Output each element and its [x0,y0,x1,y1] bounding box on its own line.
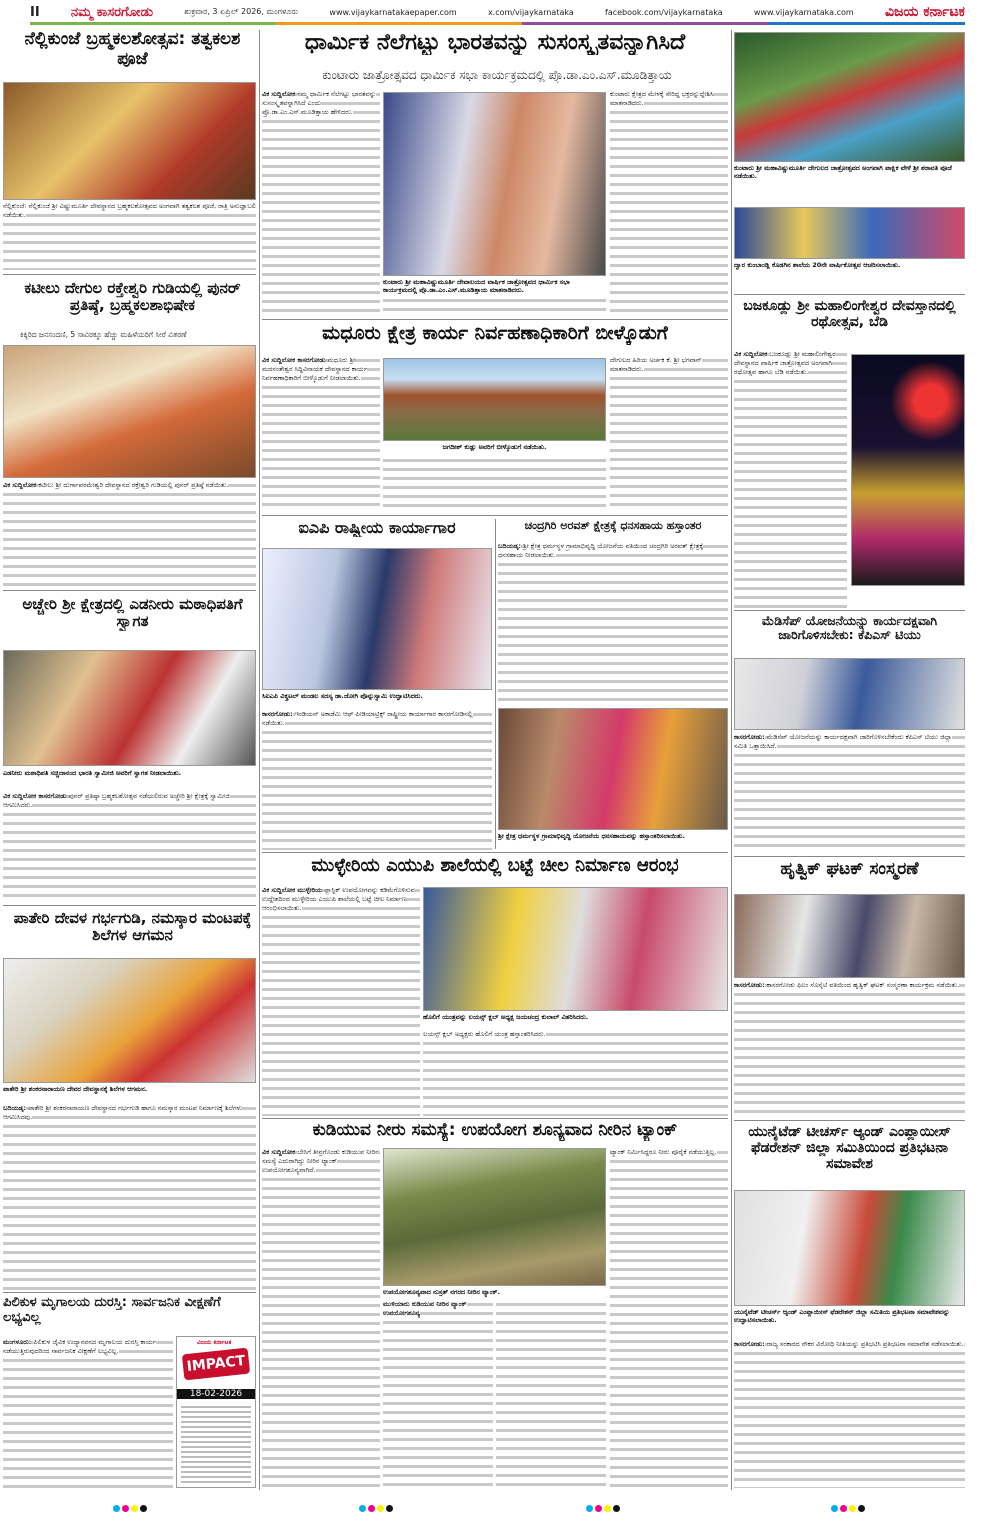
headline: ಕಟೀಲು ದೇಗುಲ ರಕ್ತೇಶ್ವರಿ ಗುಡಿಯಲ್ಲಿ ಪುನರ್ ಪ್ರತಿಷ್ಠೆ, ಬ್ರಹ್ಮಕಲಶಾಭಿಷೇಕ [24,280,241,315]
article-body [383,456,606,512]
photo-caption: ಹೊಲಿಗೆ ಯಂತ್ರವನ್ನು ಲಯನ್ಸ್ ಕ್ಲಬ್ ಅಧ್ಯಕ್ಷ ಜಯಚಂದ್ರ ಕುಲಾಲ್ ವಿತರಿಸಿದರು. [423,1013,589,1021]
photo-swagata [3,650,256,766]
lead-subheadline: ಕುಂಟಾರು ಜಾತ್ರೋತ್ಸವದ ಧಾರ್ಮಿಕ ಸಭಾ ಕಾರ್ಯಕ್ರಮದಲ್ಲಿ ಪ್ರೊ.ಡಾ.ಎಂ.ಎಸ್.ಮೂಡಿತ್ತಾಯ [322,68,672,82]
headline: ಮಧೂರು ಕ್ಷೇತ್ರ ಕಾರ್ಯ ನಿರ್ವಹಣಾಧಿಕಾರಿಗೆ ಬೀಳ್ಕೊಡುಗೆ [322,323,668,344]
photo-water-tank [383,1148,606,1286]
headline: ಹೃತ್ವಿಕ್ ಘಟಕ್ ಸಂಸ್ಮರಣೆ [780,860,919,879]
photo-film-society [734,894,965,978]
color-bar-purple [522,22,768,25]
page-number: II [30,4,40,20]
article-body: ಕಾಸರಗೋಡು: ಇಂಡಿಯನ್ ಅಕಾಡೆಮಿ ಆಫ್ ಪೀಡಿಯಾಟ್ರಿಕ್ಸ್ ರಾಷ್ಟ್ರೀಯ ಕಾರ್ಯಾಗಾರ ಕಾಸರಗೋಡಿನಲ್ಲಿ ನಡೆಯಿತು. [262,710,492,850]
x-link[interactable]: x.com/vijaykarnataka [487,7,574,17]
photo-caption: ಜಗದೀಶ್ ಕುಡ್ಲು ಅವರಿಗೆ ಬೀಳ್ಕೊಡುಗೆ ನಡೆಯಿತು. [442,443,547,451]
headline: ಯುನೈಟೆಡ್ ಟೀಚರ್ಸ್ ಆ್ಯಂಡ್ ಎಂಪ್ಲಾಯೀಸ್ ಫೆಡರೇಶನ್ ಜಿಲ್ಲಾ ಸಮಿತಿಯಿಂದ ಪ್ರತಿಭಟನಾ ಸಮಾವೇಶ [748,1124,951,1173]
column-divider [731,30,732,1490]
registration-marks [830,1497,866,1516]
photo-caption: ಕುಂಟಾರು ಶ್ರೀ ಮಹಾವಿಷ್ಣುಮೂರ್ತಿ ದೇಗುಲದ ಜಾತ್ರೋತ್ಸವದ ಅಂಗವಾಗಿ ಪಾಕ್ಷಿಕ ವೇಳೆ ಶ್ರೀ ಶರಾವತಿ ಪೂಜೆ ನಡೆಯಿತು. [734,164,952,181]
photo-caption: ಎಡನೀರು ಮಠಾಧಿಪತಿ ಸಚ್ಚಿದಾನಂದ ಭಾರತಿ ಸ್ವಾಮೀಜಿ ಅವರಿಗೆ ಸ್ವಾಗತ ನೀಡಲಾಯಿತು. [3,769,182,777]
section-title: ನಮ್ಮ ಕಾಸರಗೋಡು [70,4,154,20]
divider [3,590,256,591]
website-link[interactable]: www.vijaykarnataka.com [753,7,854,17]
photo-shile [3,958,256,1083]
divider [262,319,728,320]
headline: ಪಾತೇರಿ ದೇವಳ ಗರ್ಭಗುಡಿ, ನಮಸ್ಕಾರ ಮಂಟಪಕ್ಕೆ ಶಿಲೆಗಳ ಆಗಮನ [13,910,252,945]
photo-lions-club [423,887,728,1011]
article-body: ವಿಕ ಸುದ್ದಿಲೋಕ ನಮ್ಮ ಧಾರ್ಮಿಕ ನೆಲೆಗಟ್ಟು ಭಾರತವನ್ನು ಸುಸಂಸ್ಕೃತವನ್ನಾಗಿಸಿದೆ ಎಂದು ಪ್ರೊ.ಡಾ.ಎಂ.ಎಸ್.ಮೂಡಿತ್ತಾಯ ಹೇಳಿದರು. [262,90,380,315]
registration-marks [112,1497,148,1516]
divider [3,274,256,275]
headline: ಮೆಡಿಸೆಪ್ ಯೋಜನೆಯನ್ನು ಕಾರ್ಯದಕ್ಷವಾಗಿ ಜಾರಿಗೊಳಿಸಬೇಕು: ಕೆಪಿಎಸ್ ಟಿಯು [761,614,938,643]
article-body: ಮುಳಿಯಾರು ಕುಡಿಯುವ ನೀರಿನ ಟ್ಯಾಂಕ್ ಉಪಯೋಗಶೂನ್ಯ [383,1300,493,1488]
headline: ಬಜಕೂಡ್ಲು ಶ್ರೀ ಮಹಾಲಿಂಗೇಶ್ವರ ದೇವಸ್ತಾನದಲ್ಲಿ ರಥೋತ್ಸವ, ಬೆಡಿ [743,298,956,331]
article-body: ಬದಿಯಡ್ಕ: ಶ್ರೀ ಕ್ಷೇತ್ರ ಧರ್ಮಸ್ಥಳ ಗ್ರಾಮಾಭಿವೃದ್ಧಿ ಯೋಜನೆಯ ವತಿಯಿಂದ ಚಂದ್ರಗಿರಿ ಅರವತ್ ಕ್ಷೇತ್ರಕ್ಕೆ ಧನಸಹಾಯ ನೀಡಲಾಯಿತು. [498,542,728,704]
article-body [383,296,606,316]
divider [262,515,728,516]
article-body: ವಿಕ ಸುದ್ದಿಲೋಕ ಮುಳ್ಳೇರಿಯ ಪ್ಲಾಸ್ಟಿಕ್ ಉಪಯೋಗವನ್ನು ಕಡಿಮೆಗೊಳಿಸುವ ಉದ್ದೇಶದಿಂದ ಮುಳ್ಳೇರಿಯ ಎಯುಪಿ ಶಾಲೆಯಲ್ಲಿ ಬಟ್ಟೆ ಚೀಲ ನಿರ್ಮಾಣ ಆರಂಭಿಸಲಾಯಿತು. [262,886,420,1116]
photo-school-anniversary [734,207,965,259]
facebook-link[interactable]: facebook.com/vijaykarnataka [605,7,723,17]
article-body: ಟ್ಯಾಂಕ್ ನಿರ್ಮಿಸಿದ್ದರೂ ನೀರು ಪೂರೈಕೆ ನಡೆಯುತ್ತಿಲ್ಲ. [610,1148,728,1488]
edition-date: ಶುಕ್ರವಾರ, 3 ಏಪ್ರಿಲ್ 2026, ಮಂಗಳೂರು [184,7,299,16]
divider [734,294,965,295]
article-body [496,1300,606,1488]
article-body: ಕಾಸರಗೋಡು: ರಾಜ್ಯ ಸರಕಾರದ ನೌಕರ ವಿರೋಧಿ ನೀತಿಯನ್ನು ಪ್ರತಿಭಟಿಸಿ ಪ್ರತಿಭಟನಾ ಸಮಾವೇಶ ನಡೆಸಲಾಯಿತು. [734,1340,965,1488]
impact-brand: ವಿಜಯ ಕರ್ನಾಟಕ [197,1339,232,1346]
photo-puja [3,82,256,200]
masthead-logo: ವಿಜಯ ಕರ್ನಾಟಕ [884,4,965,20]
photo-caption: ಪಾತೇರಿ ಶ್ರೀ ಶಂಕರನಾರಾಯಣ ದೇವರ ದೇವಸ್ಥಾನಕ್ಕೆ ಶಿಲೆಗಳ ಆಗಮನ. [3,1085,148,1093]
photo-protest-meeting [734,1190,965,1306]
photo-iap-lamp [262,548,492,690]
divider [734,856,965,857]
headline: ಚಂದ್ರಗಿರಿ ಅರವತ್ ಕ್ಷೇತ್ರಕ್ಕೆ ಧನಸಹಾಯ ಹಸ್ತಾಂತರ [524,520,702,532]
color-bar-blue [768,22,965,25]
color-bar-orange [276,22,522,25]
headline: ಪಿಲಿಕುಳ ಮೃಗಾಲಯ ದುರಸ್ತಿ: ಸಾರ್ವಜನಿಕ ವೀಕ್ಷಣೆಗೆ ಲಭ್ಯವಿಲ್ಲ [3,1296,221,1325]
article-body: ಕುಂಟಾರು ಕ್ಷೇತ್ರದ ಮೇಳಕ್ಕೆ ಸೇರಿದ್ದ ಭಕ್ತರನ್ನುದ್ದೇಶಿಸಿ ಮಾತನಾಡಿದರು. [610,90,728,315]
article-body: ವಿಕ ಸುದ್ದಿಲೋಕ ಬೇಸಿಗೆ ತೀವ್ರಗೊಂಡು ಕುಡಿಯುವ ನೀರಿನ ಸಮಸ್ಯೆ ಎದುರಾಗಿದ್ದು ನೀರಿನ ಟ್ಯಾಂಕ್ ಉಪಯೋಗಶೂನ್ಯವಾಗಿದೆ. [262,1148,380,1488]
photo-kateel [3,345,256,478]
divider [3,905,256,906]
divider [734,610,965,611]
article-body: ಕಾಸರಗೋಡು: ಮೆಡಿಸೆಪ್ ಯೋಜನೆಯನ್ನು ಕಾರ್ಯದಕ್ಷವಾಗಿ ಜಾರಿಗೊಳಿಸಬೇಕೆಂದು ಕೆಪಿಎಸ್ ಟಿಯು ಜಿಲ್ಲಾ ಸಮಿತಿ ಒತ್ತಾಯಿಸಿದೆ. [734,733,965,853]
photo-caption: ಉಪಯೋಗಶೂನ್ಯವಾದ ನುಸ್ರತ್ ನಗರದ ನೀರಿನ ಟ್ಯಾಂಕ್. [383,1288,500,1296]
article-body: ವಿಕ ಸುದ್ದಿಲೋಕ ಕಾಸರಗೋಡು ಪುನರ್ ಪ್ರತಿಷ್ಠಾ ಬ್ರಹ್ಮಕಲಶೋತ್ಸವ ನಡೆಯಲಿರುವ ಅಚ್ಚೇರಿ ಶ್ರೀ ಕ್ಷೇತ್ರಕ್ಕೆ ಸ್ವಾಮೀಜಿ ಆಗಮಿಸಿದರು. [3,792,256,902]
article-body: ಬದಿಯಡ್ಕ: ಪಾತೇರಿ ಶ್ರೀ ಶಂಕರನಾರಾಯಣ ದೇವಸ್ಥಾನದ ಗರ್ಭಗುಡಿ ಹಾಗೂ ನಮಸ್ಕಾರ ಮಂಟಪ ನಿರ್ಮಾಣಕ್ಕೆ ಶಿಲೆಗಳು ಆಗಮಿಸಿದವು. [3,1104,256,1290]
subheadline: ಕಿಕ್ಕಿರಿದ ಜನಸಂದಣಿ, 5 ಸಾವಿರಕ್ಕೂ ಹೆಚ್ಚು ಮಹಿಳೆಯರಿಗೆ ಸೀರೆ ವಿತರಣೆ [20,330,187,339]
column-divider [259,30,260,1490]
headline: ಕುಡಿಯುವ ನೀರು ಸಮಸ್ಯೆ: ಉಪಯೋಗ ಶೂನ್ಯವಾದ ನೀರಿನ ಟ್ಯಾಂಕ್ [312,1121,678,1140]
divider [495,519,496,849]
divider [262,1118,728,1119]
photo-caption: ಯುನೈಟೆಡ್ ಟೀಚರ್ಸ್ ಆ್ಯಂಡ್ ಎಂಪ್ಲಾಯೀಸ್ ಫೆಡರೇಶನ್ ಜಿಲ್ಲಾ ಸಮಿತಿಯ ಪ್ರತಿಭಟನಾ ಸಮಾವೇಶವನ್ನು ಉದ್ಘಾಟಿಸಲಾಯಿತು. [734,1308,950,1325]
divider [262,852,728,853]
article-body: ವಿಕ ಸುದ್ದಿಲೋಕ ಕಾಸರಗೋಡು ಮಧೂರು ಶ್ರೀ ಮದನಂತೇಶ್ವರ ಸಿದ್ಧಿವಿನಾಯಕ ದೇವಸ್ಥಾನದ ಕಾರ್ಯ ನಿರ್ವಹಣಾಧಿಕಾರಿಗೆ ಬೀಳ್ಕೊಡುಗೆ ನೀಡಲಾಯಿತು. [262,356,380,512]
article-body: ನೆಲ್ಲಿಕುಂಜೆ: ನೆಲ್ಲಿಕುಂಜೆ ಶ್ರೀ ವಿಷ್ಣುಮೂರ್ತಿ ದೇವಸ್ಥಾನದ ಬ್ರಹ್ಮಕಲಶೋತ್ಸವದ ಅಂಗವಾಗಿ ತತ್ವಕಲಶ ಪೂಜೆ, ರಾತ್ರಿ ಅನುಜ್ಞಾಬಲಿ ನಡೆಯಿತು. [3,202,256,270]
article-body: ಲಯನ್ಸ್ ಕ್ಲಬ್ ಅಧ್ಯಕ್ಷರು ಹೊಲಿಗೆ ಯಂತ್ರ ಹಸ್ತಾಂತರಿಸಿದರು. [423,1030,728,1116]
headline: ನೆಲ್ಲಿಕುಂಜೆ ಬ್ರಹ್ಮಕಲಶೋತ್ಸವ: ತತ್ವಕಲಶ ಪೂಜೆ [24,30,241,69]
article-body: ವಿಕ ಸುದ್ದಿಲೋಕ ಬಜಕೂಡ್ಲು ಶ್ರೀ ಮಹಾಲಿಂಗೇಶ್ವರ ದೇವಸ್ಥಾನದ ವಾರ್ಷಿಕ ಜಾತ್ರೋತ್ಸವದ ಅಂಗವಾಗಿ ರಥೋತ್ಸವ ಹಾಗೂ ಬೆಡಿ ನಡೆಯಿತು. [734,350,847,608]
color-bar-green [30,22,276,25]
article-body: ಮಂಗಳೂರು: ಪಿಲಿಕುಳ ಜೈವಿಕ ಉದ್ಯಾನವನದ ಮೃಗಾಲಯ ದುರಸ್ತಿ ಕಾರ್ಯ ನಡೆಯುತ್ತಿರುವುದರಿಂದ ಸಾರ್ವಜನಿಕ ವೀಕ್ಷಣೆಗೆ ಲಭ್ಯವಿಲ್ಲ. [3,1338,173,1488]
photo-kuntaru-stage [383,92,606,276]
impact-badge: IMPACT [182,1348,250,1381]
photo-caption: ಸಿಐಎಪಿ ವಿಕ್ಕ್ರಟಲ್ ಮಂಡಲ ಸದಸ್ಯ ಡಾ.ಜೋಗಿ ಪೊನ್ನುಸ್ವಾಮಿ ಉದ್ಘಾಟಿಸಿದರು. [262,692,423,700]
divider [3,1292,256,1293]
impact-date: 18-02-2026 [177,1389,255,1399]
registration-marks [585,1497,621,1516]
photo-kpstu-meeting [734,658,965,730]
epaper-link[interactable]: www.vijaykarnatakaepaper.com [329,7,457,17]
impact-box [176,1336,256,1488]
photo-kuntaru-theyyam [734,32,965,162]
lead-headline: ಧಾರ್ಮಿಕ ನೆಲೆಗಟ್ಟು ಭಾರತವನ್ನು ಸುಸಂಸ್ಕೃತವನ್ನಾಗಿಸಿದೆ [304,30,686,55]
article-body: ವಿಕ ಸುದ್ದಿಲೋಕ ಕಟೀಲು ಶ್ರೀ ದುರ್ಗಾಪರಮೇಶ್ವರಿ ದೇವಸ್ಥಾನದ ರಕ್ತೇಶ್ವರಿ ಗುಡಿಯಲ್ಲಿ ಪುನರ್ ಪ್ರತಿಷ್ಠೆ ನಡೆಯಿತು. [3,481,256,586]
photo-caption: ದ್ವಾರ ಕುಂಬಾಂಡ್ಲಿ ಕೊಡಗಿನ ಶಾಲೆಯ 20ನೇ ವಾರ್ಷಿಕೋತ್ಸವ ಆಚರಿಸಲಾಯಿತು. [734,261,901,269]
divider [734,1120,965,1121]
page-header [30,3,965,21]
photo-rathotsava-fireworks [851,354,965,586]
article-body: ದೇಗುಲದ ಹಿರಿಯ ಅರ್ಚಕ ಕೆ. ಶ್ರೀ ಭಗವಾನ್ ಮಾತನಾಡಿದರು. [610,356,728,512]
photo-caption: ಕುಂಟಾರು ಶ್ರೀ ಮಹಾವಿಷ್ಣುಮೂರ್ತಿ ದೇವಾಲಯದ ವಾರ್ಷಿಕ ಜಾತ್ರೋತ್ಸವದ ಧಾರ್ಮಿಕ ಸಭಾ ಕಾರ್ಯಕ್ರಮದಲ್ಲಿ ಪ್ರೊ.ಡಾ.ಎಂ.ಎಸ್.ಮೂಡಿತ್ತಾಯ ಮಾತನಾಡಿದರು. [383,278,570,294]
impact-clipping [181,1403,251,1485]
photo-madhur-temple [383,358,606,441]
photo-caption: ಶ್ರೀ ಕ್ಷೇತ್ರ ಧರ್ಮಸ್ಥಳ ಗ್ರಾಮಾಭಿವೃದ್ಧಿ ಯೋಜನೆಯ ಧನಸಹಾಯವನ್ನು ಹಸ್ತಾಂತರಿಸಲಾಯಿತು. [498,832,685,840]
photo-donation [498,708,728,830]
article-body: ಕಾಸರಗೋಡು: ಕಾಸರಗೋಡು ಫಿಲಂ ಸೊಸೈಟಿ ವತಿಯಿಂದ ಹೃತ್ವಿಕ್ ಘಟಕ್ ಸಂಸ್ಮರಣಾ ಕಾರ್ಯಕ್ರಮ ನಡೆಯಿತು. [734,981,965,1116]
headline: ಐಎಪಿ ರಾಷ್ಟ್ರೀಯ ಕಾರ್ಯಾಗಾರ [298,519,456,537]
headline: ಮುಳ್ಳೇರಿಯ ಎಯುಪಿ ಶಾಲೆಯಲ್ಲಿ ಬಟ್ಟೆ ಚೀಲ ನಿರ್ಮಾಣ ಆರಂಭ [311,856,679,876]
registration-marks [358,1497,394,1516]
headline: ಅಚ್ಚೇರಿ ಶ್ರೀ ಕ್ಷೇತ್ರದಲ್ಲಿ ಎಡನೀರು ಮಠಾಧಿಪತಿಗೆ ಸ್ವಾಗತ [22,596,243,631]
